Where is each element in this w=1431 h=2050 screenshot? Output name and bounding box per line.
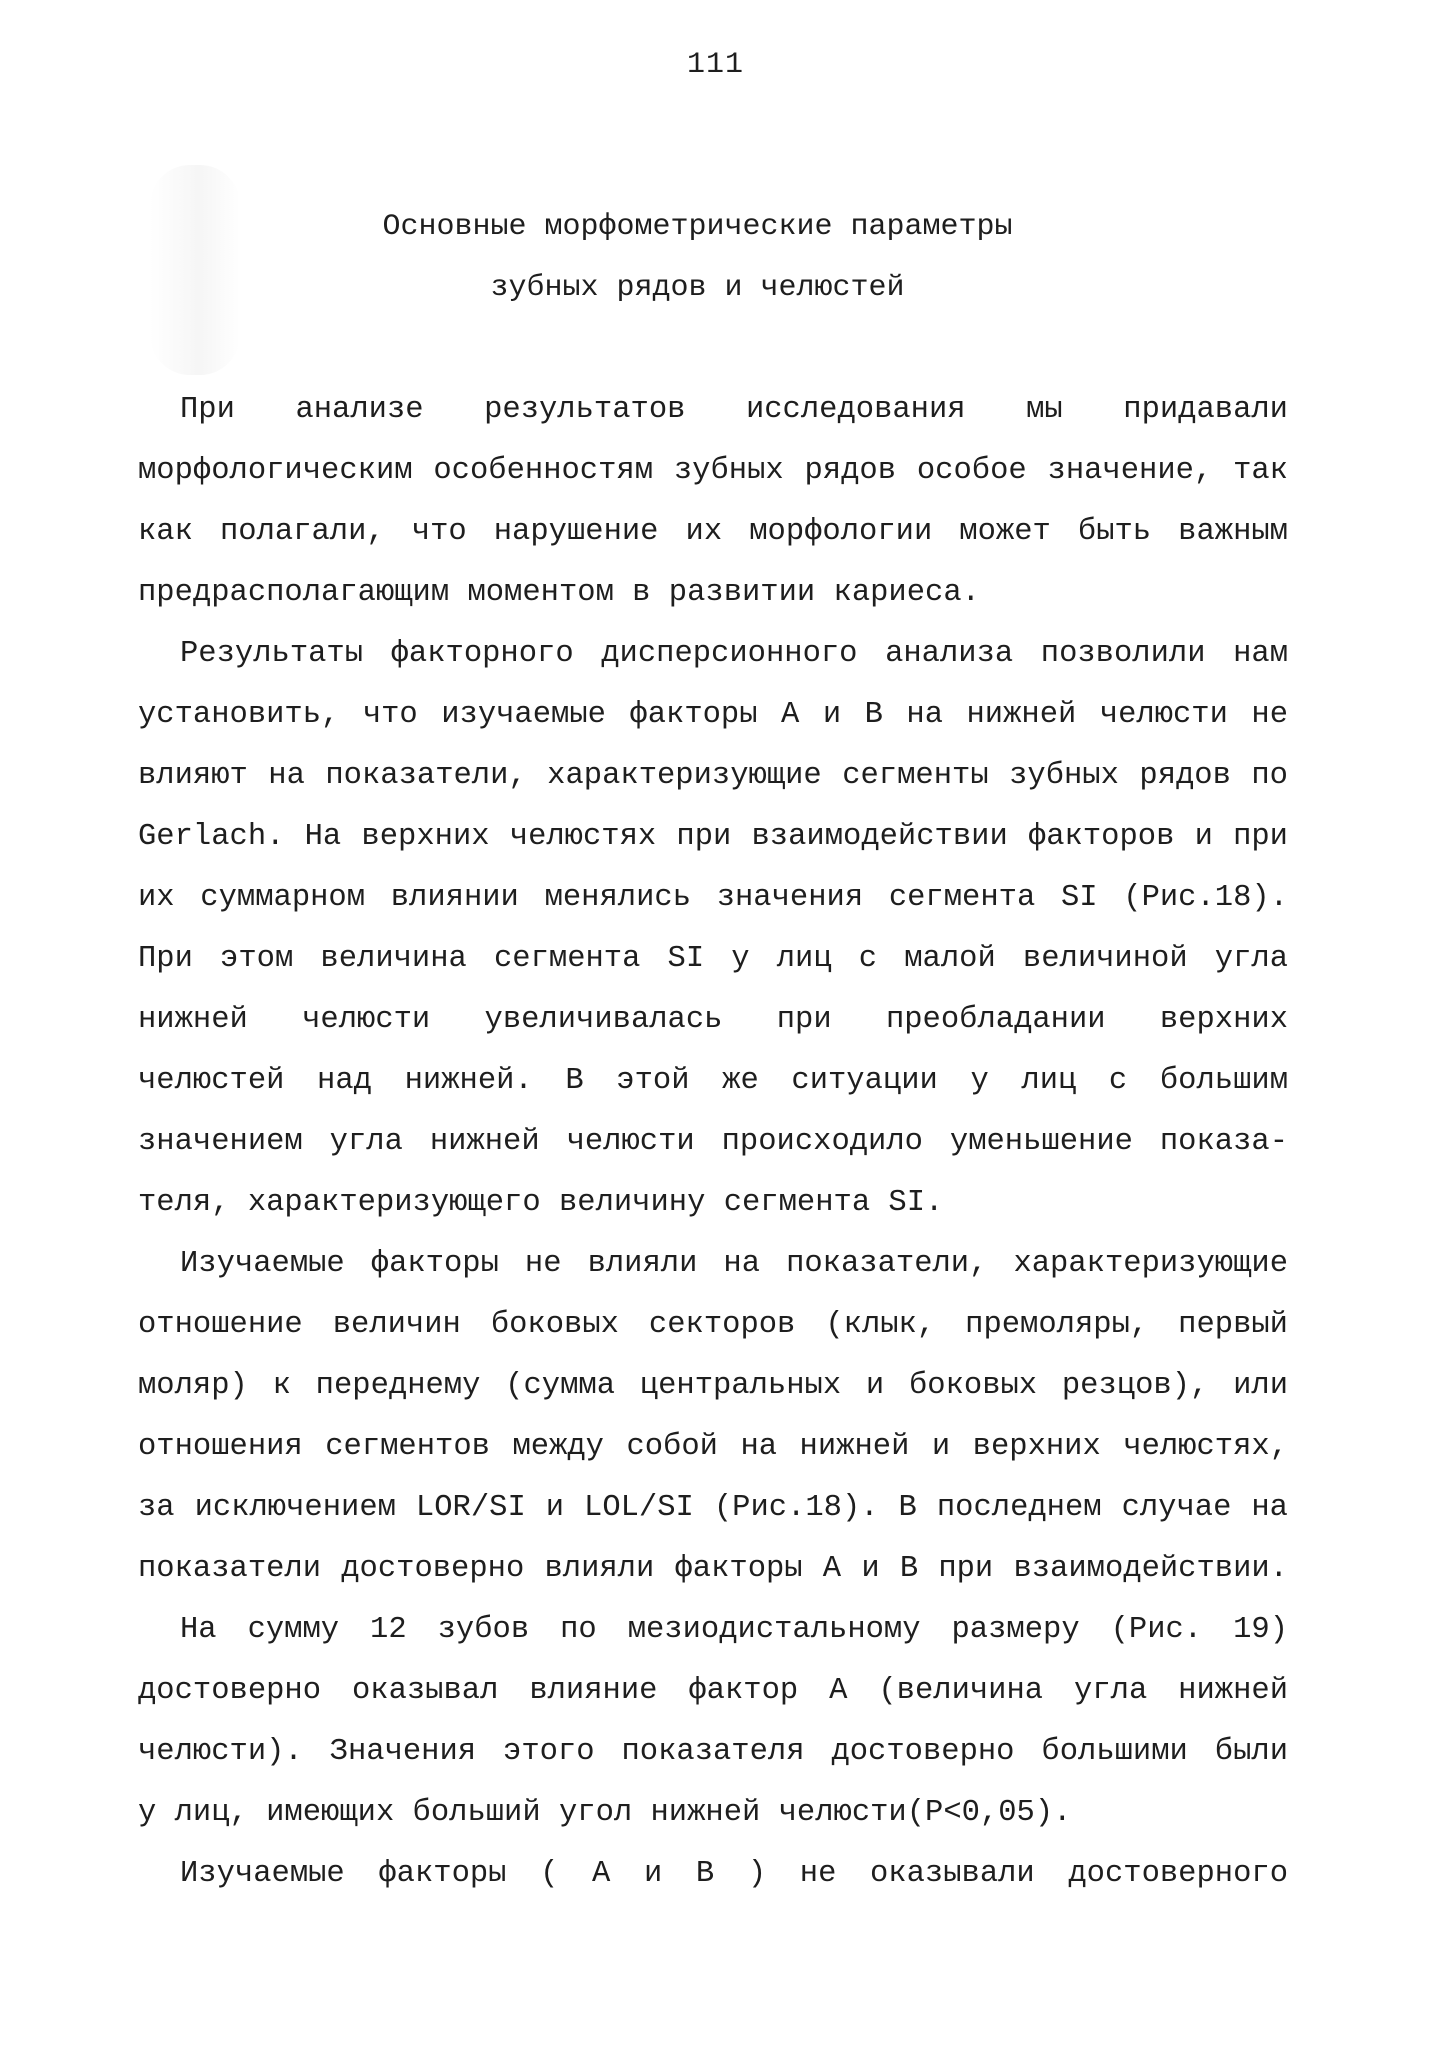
text-line: у лиц, имеющих больший угол нижней челюсти(P<0,05).: [138, 1796, 1072, 1830]
text-line: Изучаемые факторы ( А и В ) не оказывали достоверного: [180, 1857, 1288, 1891]
text-line: их суммарном влиянии менялись значения сегмента SI (Рис.18).: [138, 881, 1288, 915]
page-number: 111: [686, 48, 744, 82]
text-line: как полагали, что нарушение их морфологии может быть важным: [138, 515, 1288, 549]
text-line: значением угла нижней челюсти происходило уменьшение показа-: [138, 1125, 1288, 1159]
text-line: морфологическим особенностям зубных рядов особое значение, так: [138, 454, 1288, 488]
text-line: моляр) к переднему (сумма центральных и боковых резцов), или: [138, 1369, 1288, 1403]
section-title-line-2: зубных рядов и челюстей: [490, 271, 905, 305]
text-line: При этом величина сегмента SI у лиц с малой величиной угла: [138, 942, 1288, 976]
text-line: предрасполагающим моментом в развитии кариеса.: [138, 576, 980, 610]
text-line: за исключением LOR/SI и LOL/SI (Рис.18). В последнем случае на: [138, 1491, 1288, 1525]
text-line: челюстей над нижней. В этой же ситуации у лиц с большим: [138, 1064, 1288, 1098]
text-line: При анализе результатов исследования мы придавали: [180, 393, 1288, 427]
text-line: установить, что изучаемые факторы А и В на нижней челюсти не: [138, 698, 1288, 732]
text-line: отношения сегментов между собой на нижней и верхних челюстях,: [138, 1430, 1288, 1464]
text-line: челюсти). Значения этого показателя достоверно большими были: [138, 1735, 1288, 1769]
body-text: [138, 0, 1288, 2050]
section-title-line-1: Основные морфометрические параметры: [382, 210, 1013, 244]
text-line: отношение величин боковых секторов (клык, премоляры, первый: [138, 1308, 1288, 1342]
text-line: достоверно оказывал влияние фактор А (величина угла нижней: [138, 1674, 1288, 1708]
text-line: Gerlach. На верхних челюстях при взаимодействии факторов и при: [138, 820, 1288, 854]
text-line: Изучаемые факторы не влияли на показатели, характеризующие: [180, 1247, 1288, 1281]
text-line: показатели достоверно влияли факторы А и В при взаимодействии.: [138, 1552, 1288, 1586]
text-line: На сумму 12 зубов по мезиодистальному размеру (Рис. 19): [180, 1613, 1288, 1647]
text-line: Результаты факторного дисперсионного анализа позволили нам: [180, 637, 1288, 671]
text-line: теля, характеризующего величину сегмента SI.: [138, 1186, 944, 1220]
text-line: нижней челюсти увеличивалась при преобладании верхних: [138, 1003, 1288, 1037]
text-line: влияют на показатели, характеризующие сегменты зубных рядов по: [138, 759, 1288, 793]
